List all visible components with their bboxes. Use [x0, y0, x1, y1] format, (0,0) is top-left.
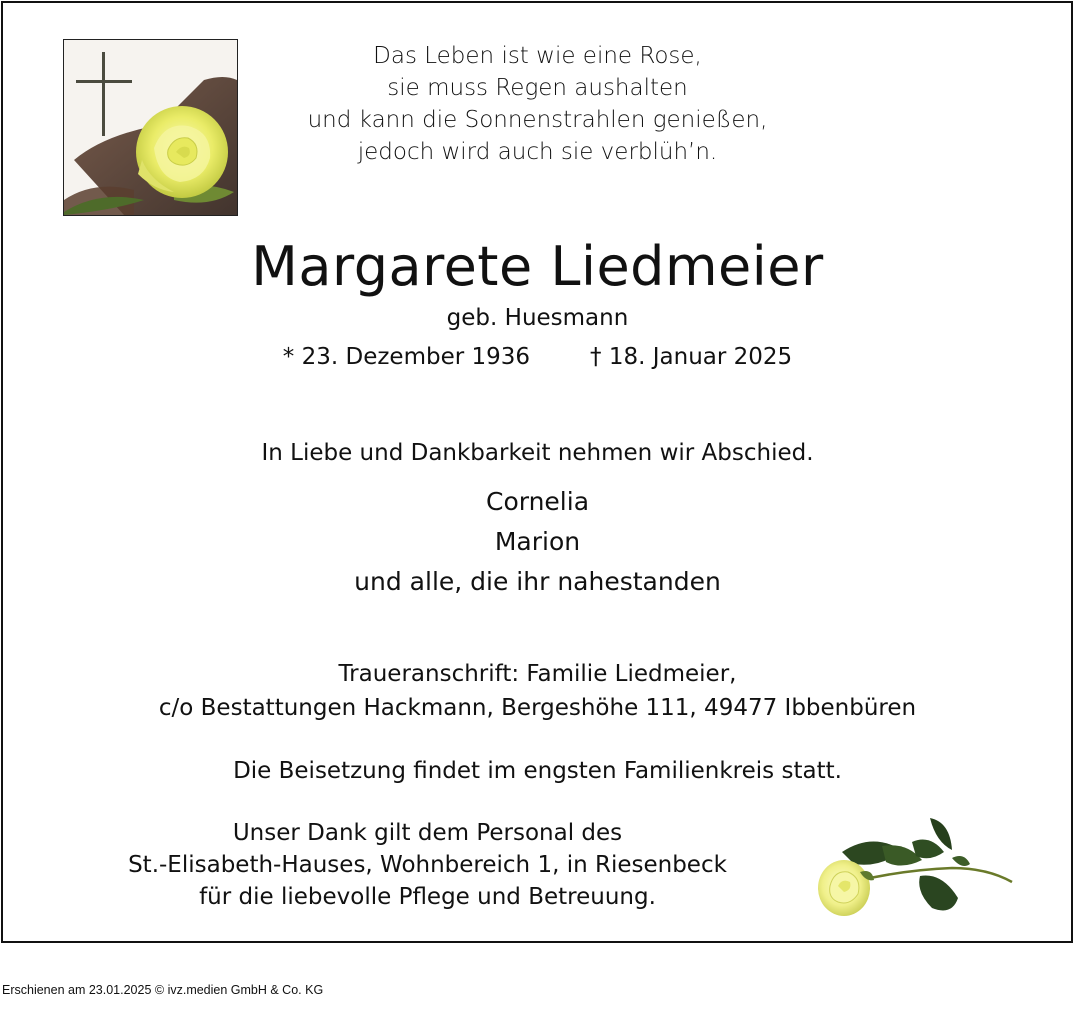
thanks-line: St.-Elisabeth-Hauses, Wohnbereich 1, in Riesenbeck — [128, 852, 727, 878]
thanks-line: Unser Dank gilt dem Personal des — [232, 820, 623, 846]
address-line: Traueranschrift: Familie Liedmeier, — [338, 661, 737, 687]
poem-line: und kann die Sonnenstrahlen genießen, — [307, 107, 768, 133]
poem-line: jedoch wird auch sie verblüh’n. — [357, 139, 718, 165]
death-date: † 18. Januar 2025 — [590, 344, 793, 370]
rose-icon — [812, 812, 1018, 924]
thanks-line: für die liebevolle Pflege und Betreuung. — [199, 884, 656, 910]
mourner-name: und alle, die ihr nahestanden — [354, 567, 721, 596]
mourner-name: Marion — [494, 527, 581, 556]
farewell-text: In Liebe und Dankbarkeit nehmen wir Abschied. — [261, 440, 814, 466]
maiden-name: geb. Huesmann — [446, 305, 629, 331]
poem — [0, 40, 1075, 168]
birth-date: * 23. Dezember 1936 — [282, 344, 531, 370]
poem-line: Das Leben ist wie eine Rose, — [373, 43, 702, 69]
mourners-list — [0, 482, 1075, 602]
thanks-note — [100, 817, 755, 913]
mourner-name: Cornelia — [485, 487, 590, 516]
poem-line: sie muss Regen aushalten — [387, 75, 688, 101]
rose-image — [812, 812, 1018, 924]
address-line: c/o Bestattungen Hackmann, Bergeshöhe 111, 49477 Ibbenbüren — [158, 695, 917, 721]
publication-footer: Erschienen am 23.01.2025 © ivz.medien GmbH & Co. KG — [2, 983, 324, 997]
deceased-name: Margarete Liedmeier — [251, 235, 824, 298]
mourning-address — [0, 657, 1075, 725]
burial-note: Die Beisetzung findet im engsten Familienkreis statt. — [233, 758, 842, 784]
life-dates — [0, 341, 1075, 373]
